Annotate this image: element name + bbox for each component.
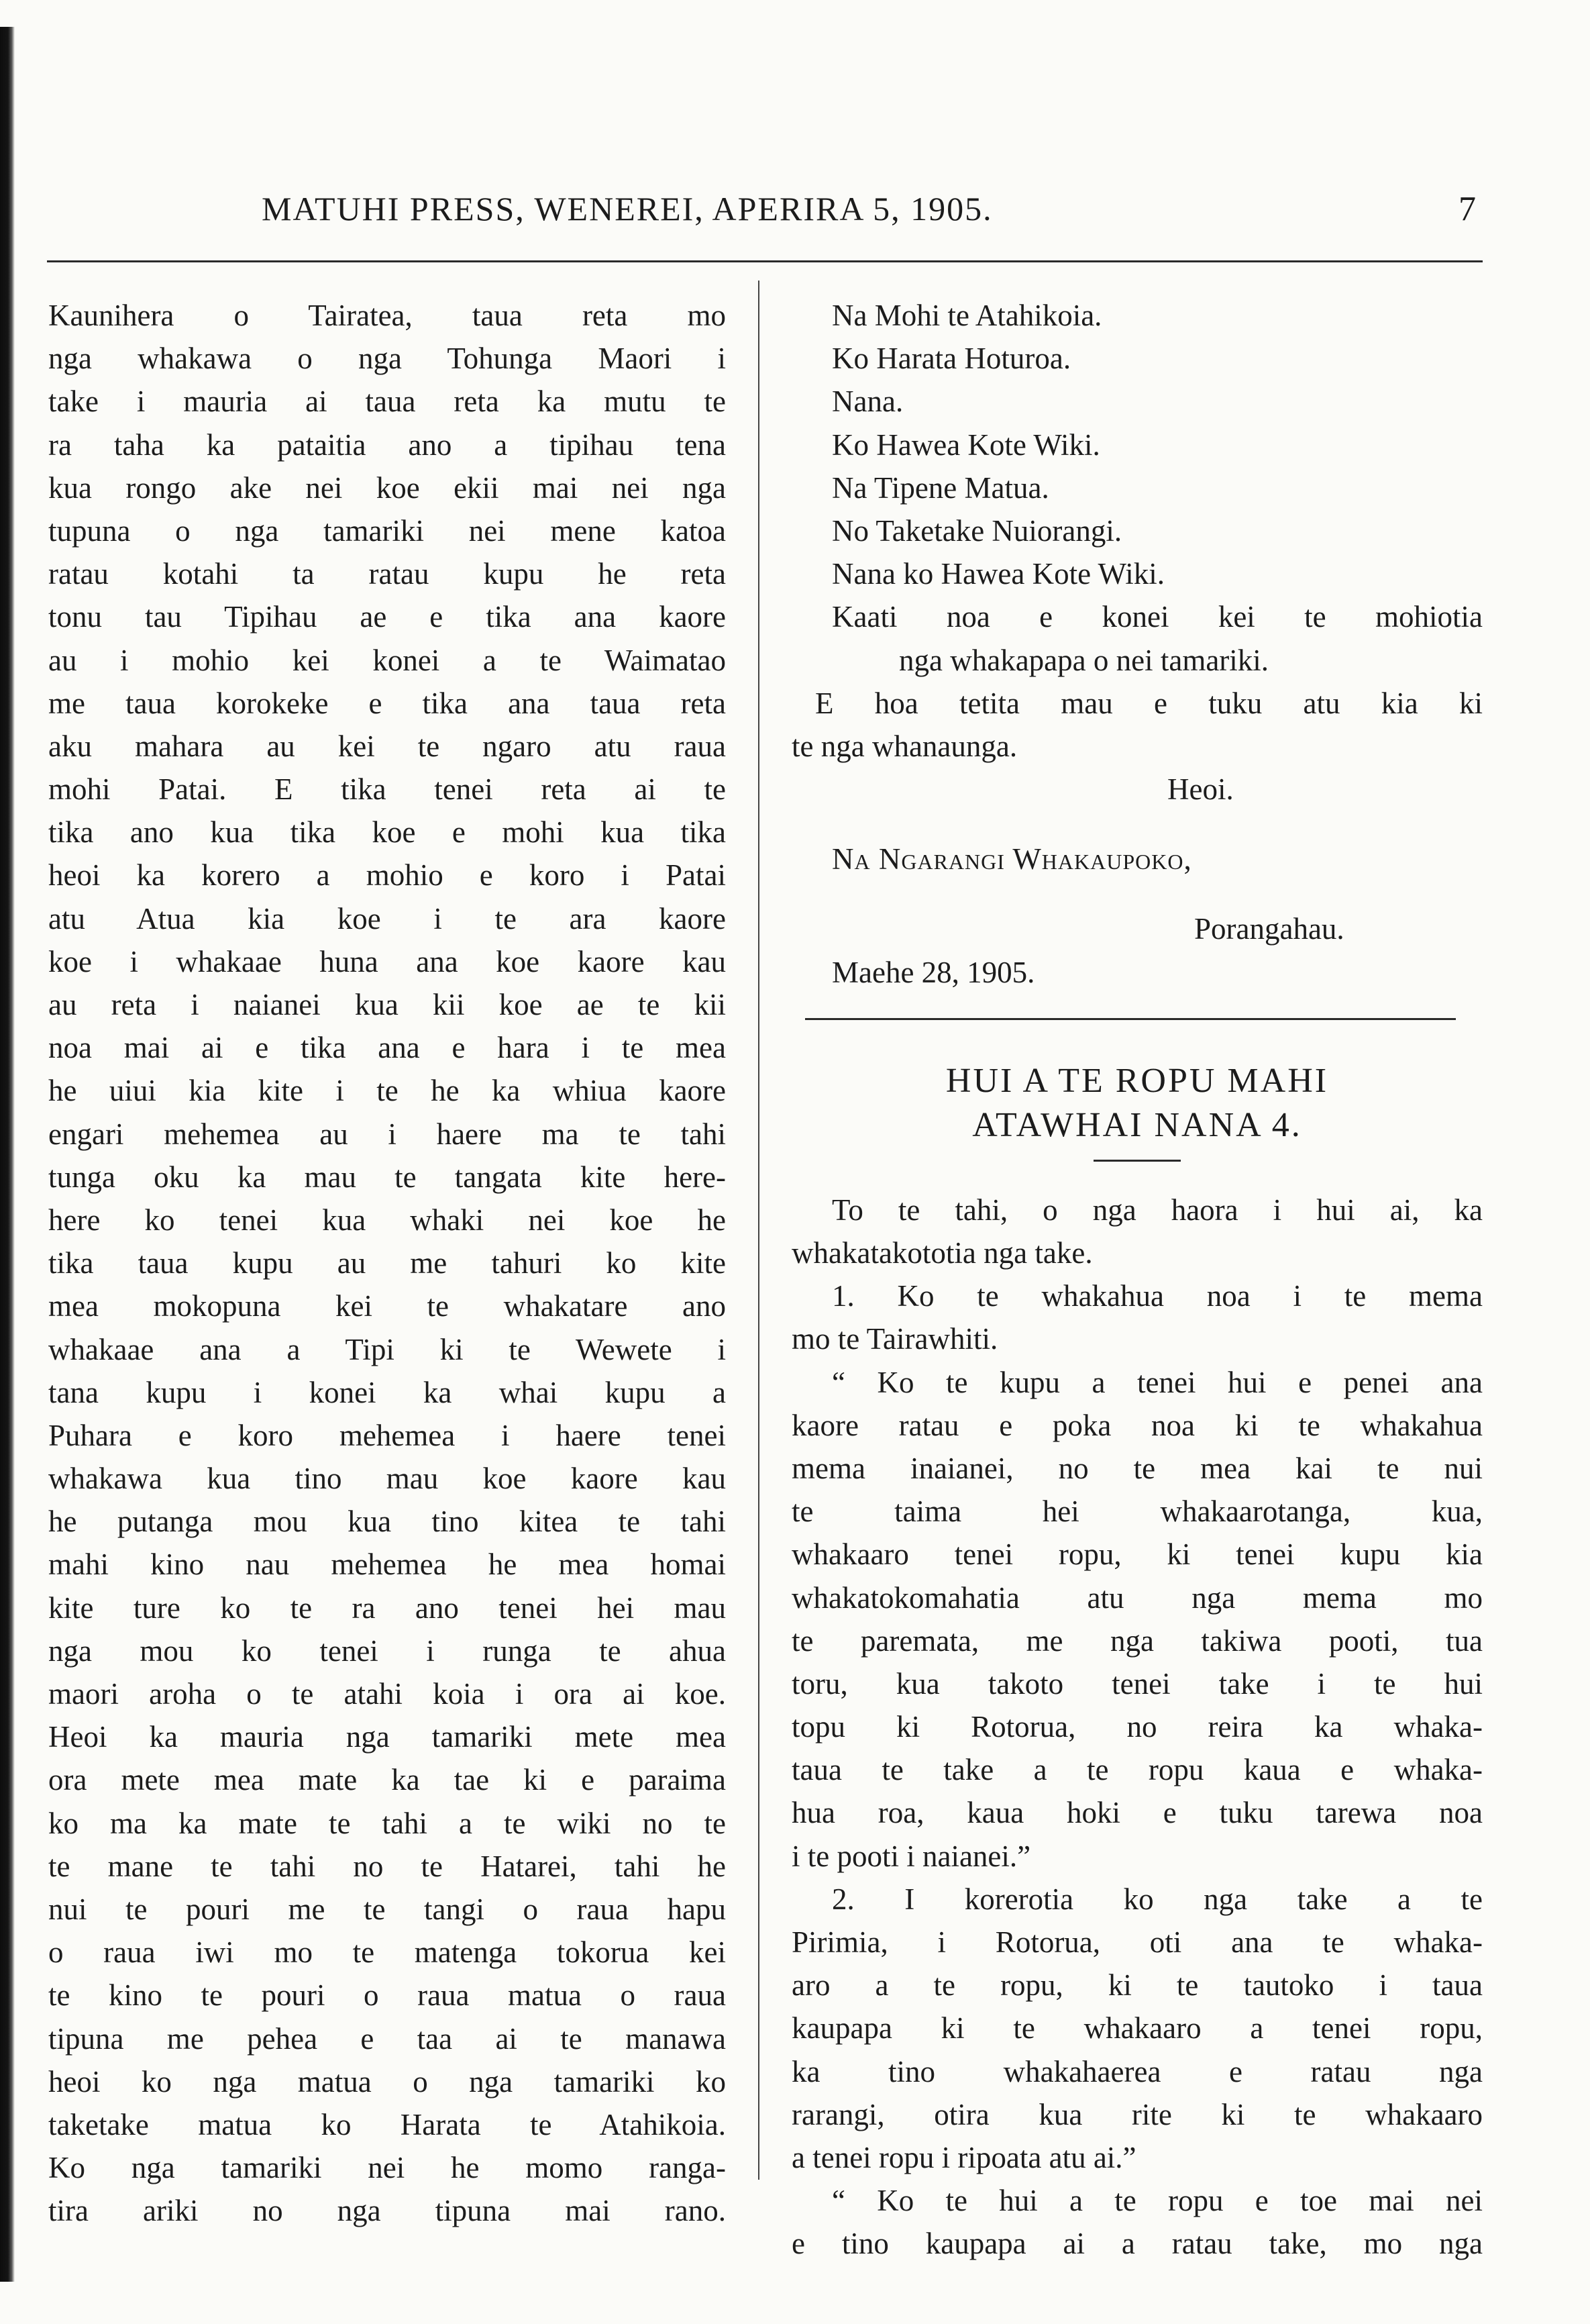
name-line: Ko Hawea Kote Wiki. [832,427,1100,462]
left-column-line: maori aroha o te atahi koia i ora ai koe. [48,1677,726,1711]
left-column-line: whakawa kua tino mau koe kaore kau [48,1462,726,1496]
left-column-line: te kino te pouri o raua matua o raua [48,1978,726,2013]
kaati-line-1: Kaati noa e konei kei te mohiotia [832,600,1483,634]
left-column-line: Heoi ka mauria nga tamariki mete mea [48,1720,726,1754]
left-column-line: heoi ka korero a mohio e koro i Patai [48,858,726,893]
left-column-line: nga whakawa o nga Tohunga Maori i [48,342,726,376]
left-column-line: tunga oku ka mau te tangata kite here- [48,1160,726,1194]
section-body-line: kaupapa ki te whakaaro a tenei ropu, [792,2011,1483,2045]
section-body-line: i te pooti i naianei.” [792,1839,1031,1873]
section-body-line: “ Ko te kupu a tenei hui e penei ana [832,1365,1483,1399]
section-body-line: te paremata, me nga takiwa pooti, tua [792,1623,1483,1658]
left-column-line: me taua korokeke e tika ana taua reta [48,686,726,720]
left-column-line: koe i whakaae huna ana koe kaore kau [48,944,726,978]
name-line: Ko Harata Hoturoa. [832,342,1071,376]
section-body-line: kaore ratau e poka noa ki te whakahua [792,1408,1483,1442]
place-name: Porangahau. [1194,912,1344,946]
section-body-line: aro a te ropu, ki te tautoko i taua [792,1968,1483,2003]
left-column-line: Puhara e koro mehemea i haere tenei [48,1418,726,1452]
left-column-line: atu Atua kia koe i te ara kaore [48,901,726,936]
running-header [201,189,1476,236]
section-body [792,1189,1483,2266]
section-body-line: whakatokomahatia atu nga mema mo [792,1580,1483,1615]
left-column-line: te mane te tahi no te Hatarei, tahi he [48,1849,726,1883]
section-body-line: toru, kua takoto tenei take i te hui [792,1666,1483,1701]
section-body-line: ka tino whakahaerea e ratau nga [792,2054,1483,2088]
names-list [792,294,1483,595]
letter-date: Maehe 28, 1905. [832,955,1035,989]
left-column-line: au reta i naianei kua kii koe ae te kii [48,988,726,1021]
left-column-line: tupuna o nga tamariki nei mene katoa [48,513,726,548]
section-heading-line-2: ATAWHAI NANA 4. [972,1105,1302,1144]
left-column-line: whakaae ana a Tipi ki te Wewete i [48,1332,726,1366]
left-column-line: nui te pouri me te tangi o raua hapu [48,1892,726,1926]
left-column-line: ra taha ka pataitia ano a tipihau tena [48,427,726,462]
left-column-line: tipuna me pehea e taa ai te manawa [48,2021,726,2056]
left-column-line: tana kupu i konei ka whai kupu a [48,1375,726,1409]
left-column-line: mahi kino nau mehemea he mea homai [48,1548,726,1582]
section-body-line: mo te Tairawhiti. [792,1322,998,1356]
right-column [792,294,1483,2266]
left-column-line: ora mete mea mate ka tae ki e paraima [48,1763,726,1797]
signature: Na Ngarangi Whakaupoko, [832,842,1192,876]
left-column-line: nga mou ko tenei i runga te ahua [48,1633,726,1668]
left-column-line: tonu tau Tipihau ae e tika ana kaore [48,600,726,634]
hoa-line-2: te nga whanaunga. [792,729,1018,763]
left-column-line: o raua iwi mo te matenga tokorua kei [48,1935,726,1970]
left-column-line: ko ma ka mate te tahi a te wiki no te [48,1806,726,1840]
name-line: Na Mohi te Atahikoia. [832,299,1102,332]
section-body-line: whakatakototia nga take. [792,1236,1093,1270]
name-line: Nana. [832,385,904,419]
left-column-line: kua rongo ake nei koe ekii mai nei nga [48,470,726,505]
left-column-line: heoi ko nga matua o nga tamariki ko [48,2064,726,2099]
left-column-line: tika ano kua tika koe e mohi kua tika [48,815,726,850]
header-rule [47,260,1483,262]
left-column-line: mea mokopuna kei te whakatare ano [48,1289,726,1323]
heading-short-rule [1094,1160,1181,1162]
left-column-line: kite ture ko te ra ano tenei hei mau [48,1590,726,1625]
section-body-line: “ Ko te hui a te ropu e toe mai nei [832,2184,1483,2218]
left-column-line: au i mohio kei konei a te Waimatao [48,643,726,677]
section-body-line: te taima hei whakaarotanga, kua, [792,1495,1483,1529]
section-body-line: taua te take a te ropu kaua e whaka- [792,1753,1483,1787]
left-column-line: Kaunihera o Tairatea, taua reta mo [48,299,726,332]
left-column-line: Ko nga tamariki nei he momo ranga- [48,2151,726,2185]
section-body-line: hua roa, kaua hoki e tuku tarewa noa [792,1796,1483,1830]
spacer [792,880,1483,907]
name-line: Nana ko Hawea Kote Wiki. [832,557,1165,591]
spacer [792,811,1483,838]
section-body-line: Pirimia, i Rotorua, oti ana te whaka- [792,1925,1483,1959]
left-column-line: he putanga mou kua tino kitea te tahi [48,1505,726,1539]
header-title: MATUHI PRESS, WENEREI, APERIRA 5, 1905. [262,190,993,228]
section-body-line: rarangi, otira kua rite ki te whakaaro [792,2097,1483,2131]
section-body-line: 1. Ko te whakahua noa i te mema [832,1279,1483,1313]
left-column [48,294,726,2232]
section-body-line: mema inaianei, no te mea kai te nui [792,1451,1483,1485]
left-column-line: noa mai ai e tika ana e hara i te mea [48,1031,726,1065]
left-column-line: he uiui kia kite i te he ka whiua kaore [48,1074,726,1108]
section-body-line: topu ki Rotorua, no reira ka whaka- [792,1710,1483,1744]
page-number: 7 [1459,190,1476,228]
kaati-line-2: nga whakapapa o nei tamariki. [899,643,1269,677]
section-body-line: whakaaro tenei ropu, ki tenei kupu kia [792,1537,1483,1572]
heoi-closing: Heoi. [1167,772,1234,807]
section-body-line: a tenei ropu i ripoata atu ai.” [792,2140,1136,2174]
left-column-line: taketake matua ko Harata te Atahikoia. [48,2107,726,2141]
section-heading-line-1: HUI A TE ROPU MAHI [945,1061,1329,1100]
section-body-line: 2. I korerotia ko nga take a te [832,1882,1483,1916]
left-column-line: engari mehemea au i haere ma te tahi [48,1117,726,1151]
section-body-line: e tino kaupapa ai a ratau take, mo nga [792,2227,1483,2261]
name-line: No Taketake Nuiorangi. [832,513,1122,548]
left-column-line: take i mauria ai taua reta ka mutu te [48,385,726,419]
page-binding-edge [0,27,15,2282]
hoa-line-1: E hoa tetita mau e tuku atu kia ki [815,686,1483,720]
left-column-line: aku mahara au kei te ngaro atu raua [48,729,726,763]
section-body-line: To te tahi, o nga haora i hui ai, ka [832,1193,1483,1227]
left-column-line: tika taua kupu au me tahuri ko kite [48,1246,726,1280]
left-column-line: ratau kotahi ta ratau kupu he reta [48,557,726,591]
left-column-line: mohi Patai. E tika tenei reta ai te [48,772,726,807]
column-divider [758,281,759,2180]
left-column-line: tira ariki no nga tipuna mai rano. [48,2194,726,2228]
name-line: Na Tipene Matua. [832,470,1049,505]
left-column-line: here ko tenei kua whaki nei koe he [48,1203,726,1237]
section-rule [805,1018,1456,1020]
